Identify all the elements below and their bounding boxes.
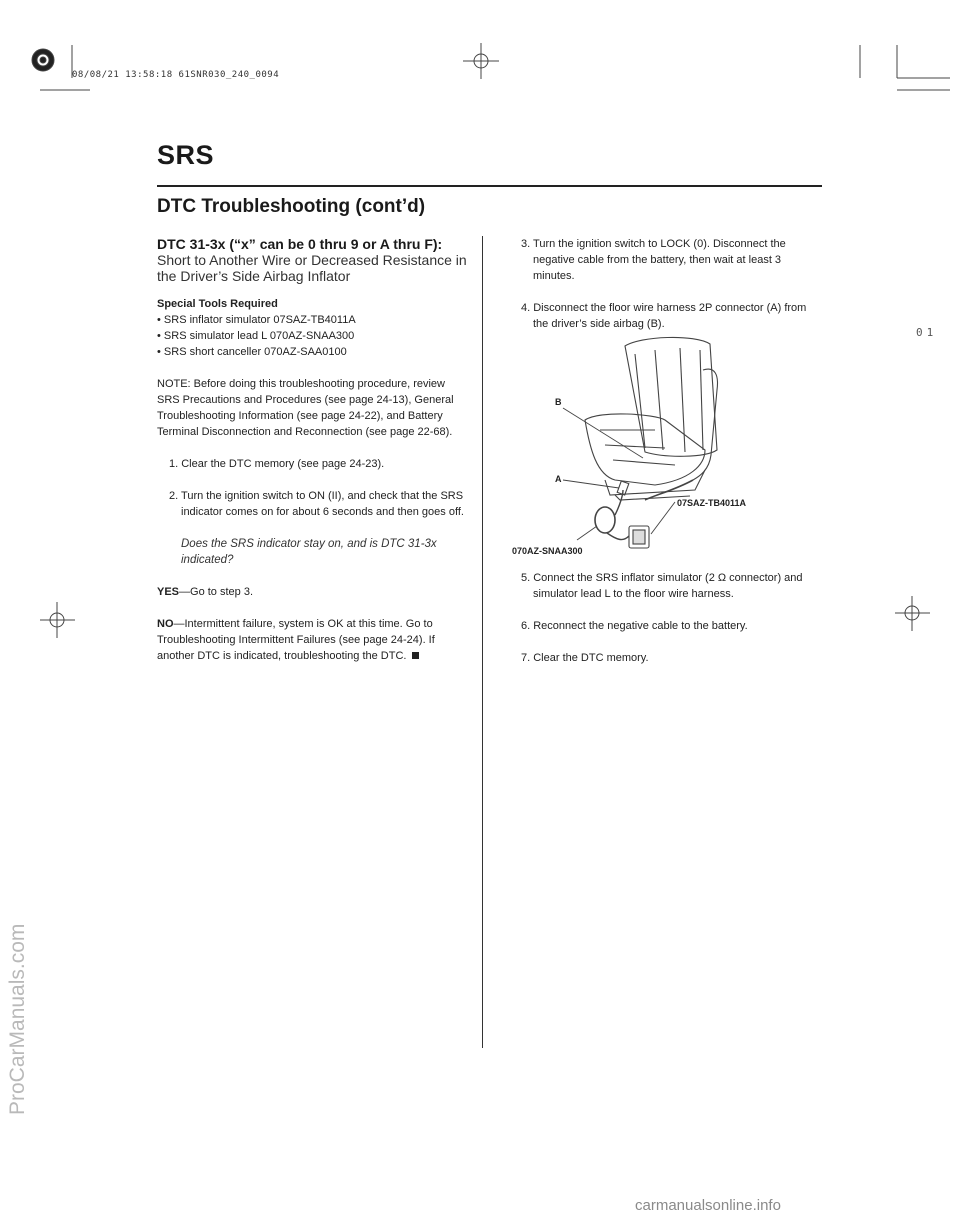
label-b: B: [555, 397, 562, 407]
section-title: SRS: [157, 140, 215, 170]
note-text: NOTE: Before doing this troubleshooting procedure, review SRS Precautions and Procedures (see page 24-13), General Troubleshooting Information (see page 24-22), and Battery Terminal Disconnection and Reconnection (see page 22-68).: [157, 378, 454, 438]
tool-item: • SRS short canceller 070AZ-SAA0100: [157, 346, 347, 358]
label-a: A: [555, 474, 562, 484]
label-simulator-lead: 070AZ-SNAA300: [512, 546, 583, 556]
column-divider: [482, 236, 483, 1048]
no-text: —Intermittent failure, system is OK at this time. Go to Troubleshooting Intermittent Failures (see page 24-24). If another DTC is indicated, troubleshooting the DTC.: [157, 618, 435, 662]
watermark-text: ProCarManuals.com: [6, 923, 29, 1115]
step-3: 3. Turn the ignition switch to LOCK (0). Disconnect the negative cable from the battery, then wait at least 3 minutes.: [521, 238, 786, 282]
dtc-description: Short to Another Wire or Decreased Resistance in the Driver’s Side Airbag Inflator: [157, 252, 467, 284]
label-inflator-simulator: 07SAZ-TB4011A: [677, 498, 747, 508]
dtc-code-heading: DTC 31-3x (“x” can be 0 thru 9 or A thru F):: [157, 236, 443, 252]
print-timestamp: 08/08/21 13:58:18 61SNR030_240_0094: [72, 70, 280, 80]
side-code: 01: [916, 326, 938, 339]
step-2: 2. Turn the ignition switch to ON (II), and check that the SRS indicator comes on for about 6 seconds and then goes off.: [169, 490, 464, 518]
step-4: 4. Disconnect the floor wire harness 2P connector (A) from the driver’s side airbag (B).: [521, 302, 807, 330]
tool-item: • SRS simulator lead L 070AZ-SNAA300: [157, 330, 355, 342]
step-7: 7. Clear the DTC memory.: [521, 652, 649, 664]
right-column-top: [509, 236, 819, 332]
title-rule: [157, 185, 822, 187]
left-column: [157, 296, 469, 664]
page-subtitle: DTC Troubleshooting (cont’d): [157, 196, 426, 217]
no-label: NO: [157, 618, 174, 630]
question-text: Does the SRS indicator stay on, and is DTC 31-3x indicated?: [181, 538, 437, 566]
tool-item: • SRS inflator simulator 07SAZ-TB4011A: [157, 314, 356, 326]
right-column-bottom: [509, 570, 819, 666]
yes-text: —Go to step 3.: [179, 586, 253, 598]
step-1: 1. Clear the DTC memory (see page 24-23).: [169, 458, 385, 470]
footer-site: carmanualsonline.info: [635, 1197, 781, 1214]
no-answer: [157, 616, 469, 664]
yes-label: YES: [157, 586, 180, 598]
seat-connector-figure: [505, 330, 805, 562]
step-6: 6. Reconnect the negative cable to the battery.: [521, 620, 748, 632]
tools-heading: Special Tools Required: [157, 298, 278, 310]
step-5: 5. Connect the SRS inflator simulator (2 Ω connector) and simulator lead L to the floor wire harness.: [521, 572, 803, 600]
end-square-icon: [412, 652, 419, 659]
yes-answer: [157, 584, 469, 600]
